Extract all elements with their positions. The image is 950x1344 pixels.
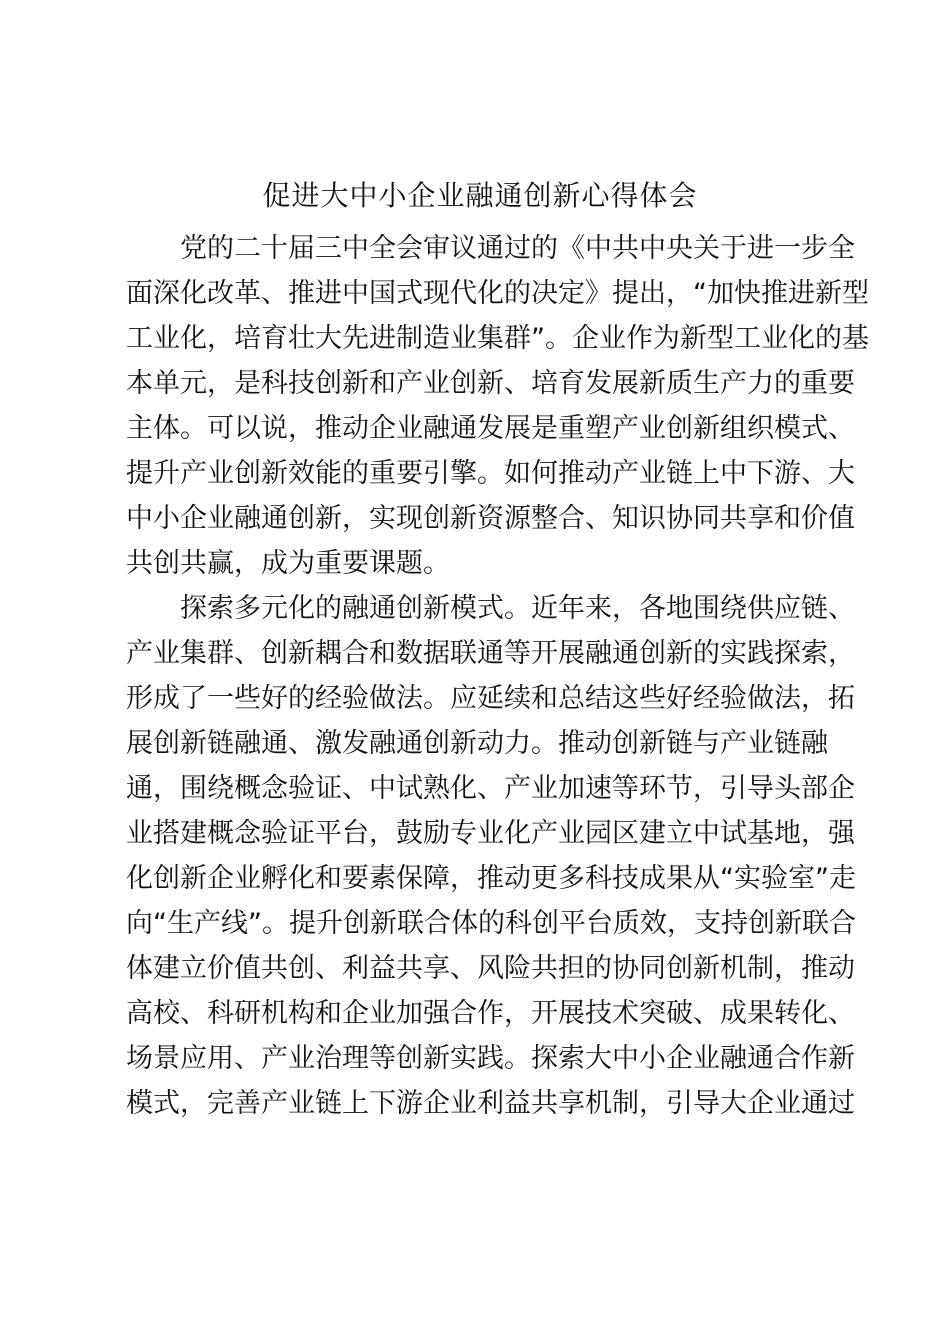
paragraph-2-line-8: 向“生产线”。提升创新联合体的科创平台质效，支持创新联合 xyxy=(126,908,856,939)
paragraph-1-line-5: 主体。可以说，推动企业融通发展是重塑产业创新组织模式、 xyxy=(126,413,855,444)
paragraph-1-line-7: 中小企业融通创新，实现创新资源整合、知识协同共享和价值 xyxy=(126,503,855,534)
paragraph-2-line-12: 模式，完善产业链上下游企业利益共享机制，引导大企业通过 xyxy=(126,1088,855,1119)
paragraph-2-line-3: 形成了一些好的经验做法。应延续和总结这些好经验做法，拓 xyxy=(126,683,855,714)
paragraph-2-line-6: 业搭建概念验证平台，鼓励专业化产业园区建立中试基地，强 xyxy=(126,818,855,849)
paragraph-2-line-9: 体建立价值共创、利益共享、风险共担的协同创新机制，推动 xyxy=(126,953,855,984)
paragraph-2-line-10: 高校、科研机构和企业加强合作，开展技术突破、成果转化、 xyxy=(126,998,855,1029)
paragraph-2-line-11: 场景应用、产业治理等创新实践。探索大中小企业融通合作新 xyxy=(126,1043,855,1074)
paragraph-2-line-2: 产业集群、创新耦合和数据联通等开展融通创新的实践探索， xyxy=(126,638,855,669)
paragraph-1-line-8: 共创共赢，成为重要课题。 xyxy=(126,548,450,579)
paragraph-2-line-4: 展创新链融通、激发融通创新动力。推动创新链与产业链融 xyxy=(126,728,828,759)
paragraph-1-line-4: 本单元，是科技创新和产业创新、培育发展新质生产力的重要 xyxy=(126,368,855,399)
paragraph-1-line-1: 党的二十届三中全会审议通过的《中共中央关于进一步全 xyxy=(180,233,855,264)
paragraph-1-line-3: 工业化，培育壮大先进制造业集群”。企业作为新型工业化的基 xyxy=(126,323,869,354)
paragraph-2-line-7: 化创新企业孵化和要素保障，推动更多科技成果从“实验室”走 xyxy=(126,863,856,894)
document-title: 促进大中小企业融通创新心得体会 xyxy=(262,179,698,212)
paragraph-2-line-1: 探索多元化的融通创新模式。近年来，各地围绕供应链、 xyxy=(180,593,855,624)
paragraph-1-line-6: 提升产业创新效能的重要引擎。如何推动产业链上中下游、大 xyxy=(126,458,855,489)
paragraph-2-line-5: 通，围绕概念验证、中试熟化、产业加速等环节，引导头部企 xyxy=(126,773,855,804)
paragraph-1-line-2: 面深化改革、推进中国式现代化的决定》提出，“加快推进新型 xyxy=(126,278,869,309)
